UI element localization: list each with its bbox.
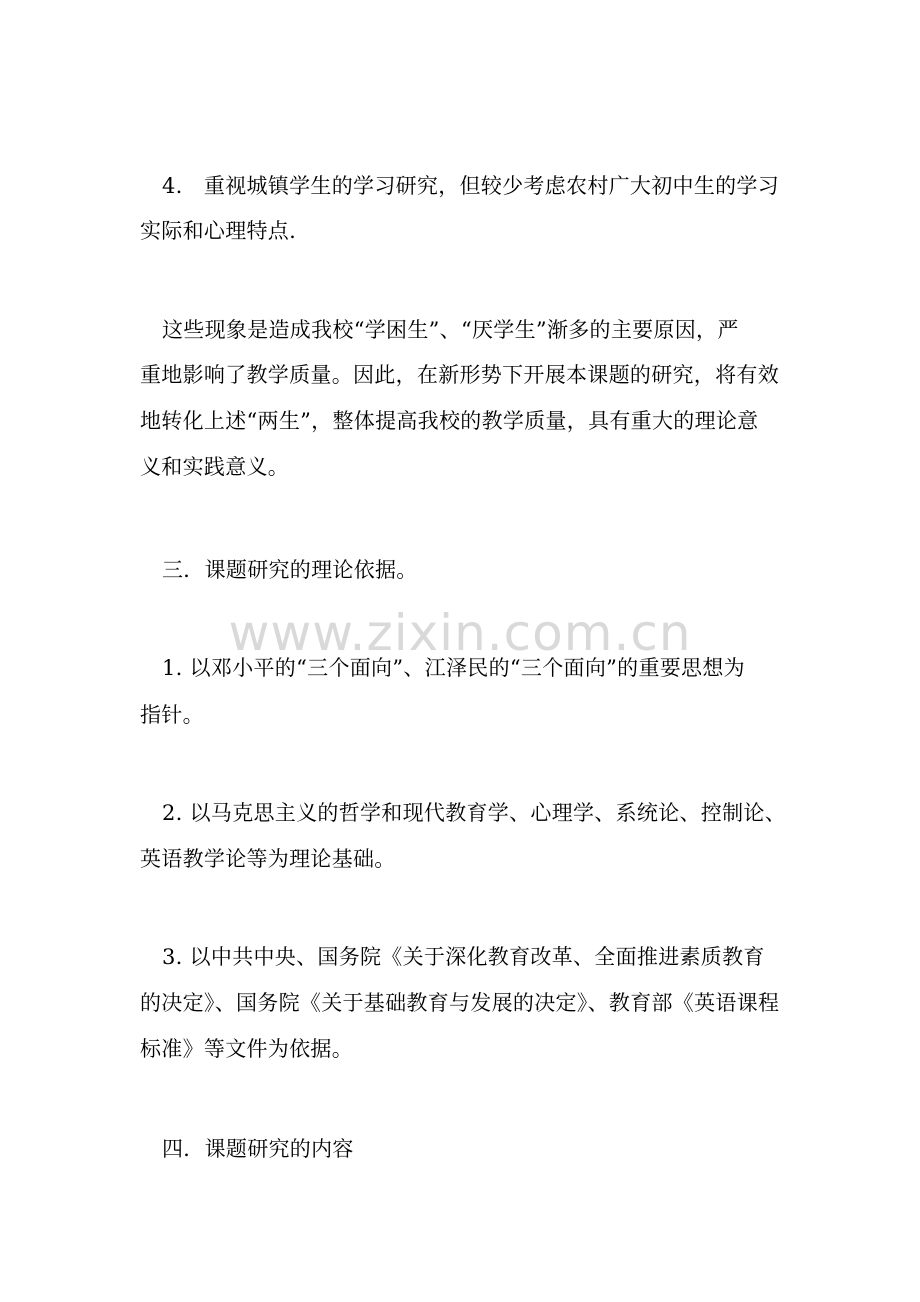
text-line: 1. 以邓小平的“三个面向”、江泽民的“三个面向”的重要思想为 [162,656,745,680]
text-line: 4. 重视城镇学生的学习研究，但较少考虑农村广大初中生的学习 [162,174,780,198]
text-line: 地转化上述“两生”，整体提高我校的教学质量，具有重大的理论意 [140,409,759,433]
text-line: 英语教学论等为理论基础。 [140,847,396,871]
text-line: 标准》等文件为依据。 [140,1037,353,1061]
text-line: 实际和心理特点. [140,219,297,243]
heading-line: 四．课题研究的内容 [162,1137,354,1161]
text-line: 2. 以马克思主义的哲学和现代教育学、心理学、系统论、控制论、 [162,801,787,825]
text-line: 3. 以中共中央、国务院《关于深化教育改革、全面推进素质教育 [162,945,765,969]
text-line: 重地影响了教学质量。因此，在新形势下开展本课题的研究，将有效 [140,363,779,387]
text-line: 义和实践意义。 [140,455,290,479]
text-line: 这些现象是造成我校“学困生”、“厌学生”渐多的主要原因，严 [162,318,739,342]
heading-line: 三．课题研究的理论依据。 [162,558,418,582]
watermark-text: www.zixin.com.cn [228,604,692,662]
text-line: 指针。 [140,703,204,727]
text-line: 的决定》、国务院《关于基础教育与发展的决定》、教育部《英语课程 [140,991,780,1015]
